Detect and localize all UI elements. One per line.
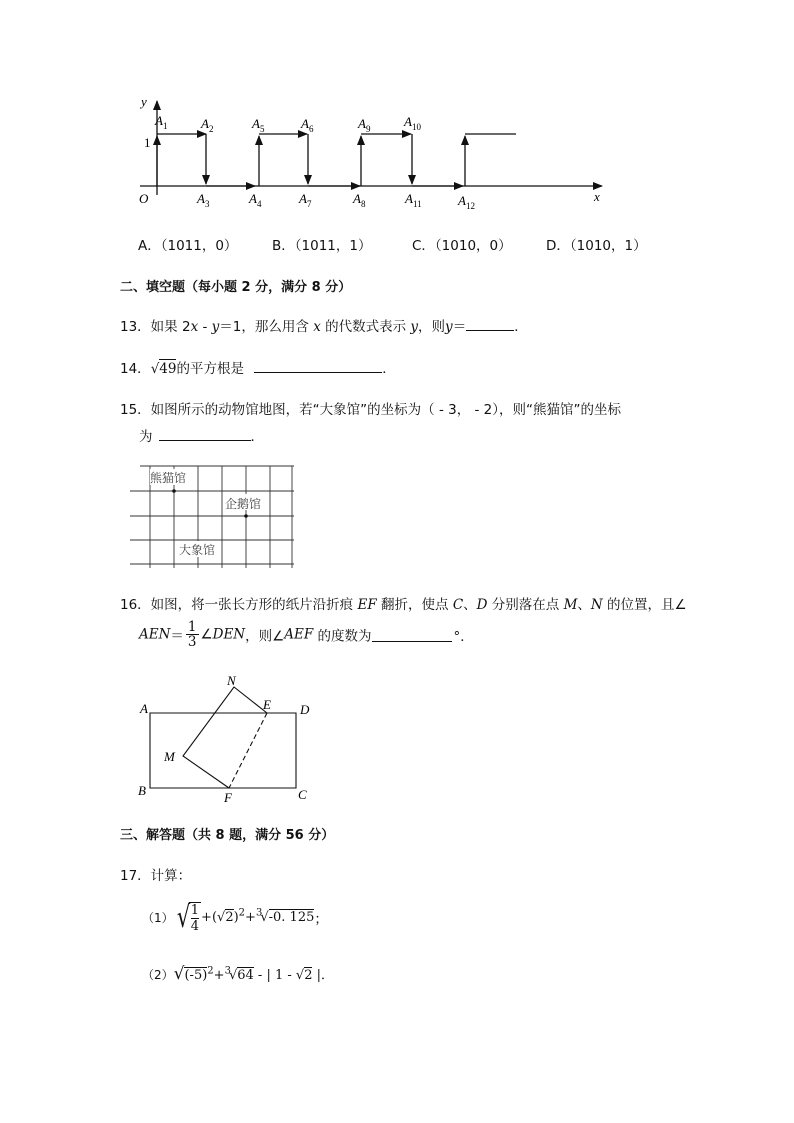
y-axis-label: y	[141, 94, 147, 109]
tick-1-label: 1	[144, 135, 151, 150]
penguin-hall-label: 企鹅馆	[225, 497, 262, 511]
question-17-part-1: （1）√ $\frac{1}{4}$ $+(√2)^2+^3√-0$. 125；	[142, 900, 328, 935]
fraction-one-third: $\frac{1}{3}$	[187, 619, 197, 650]
option-b[interactable]: B．（1011，1）	[272, 238, 372, 254]
section-3-heading: 三、解答题（共 8 题，满分 56 分）	[120, 828, 335, 843]
point-label-a9: $A_9$	[358, 116, 371, 134]
answer-blank-13[interactable]	[466, 316, 514, 331]
penguin-point	[244, 514, 248, 518]
question-15-line-1: 15．如图所示的动物馆地图，若“大象馆”的坐标为（ - 3， - 2），则“熊猫馆”的坐标	[120, 402, 621, 418]
fold-line-ef	[229, 713, 267, 788]
sqrt-symbol: √	[150, 361, 160, 377]
point-label-a11: $A_{11}$	[405, 191, 422, 209]
label-e: E	[263, 697, 271, 712]
point-label-a6: $A_6$	[301, 116, 314, 134]
point-label-a3: $A_3$	[197, 191, 210, 209]
answer-blank-14[interactable]	[254, 358, 382, 373]
label-n: N	[227, 673, 236, 688]
question-16-line-2: AEN＝ $\frac{1}{3}$ ∠DEN，则∠AEF 的度数为 °．	[139, 619, 474, 650]
point-label-a1: $A_1$	[155, 113, 168, 131]
point-label-a12: $A_{12}$	[458, 193, 475, 211]
label-a: A	[140, 701, 148, 716]
elephant-hall-label: 大象馆	[179, 543, 216, 557]
label-f: F	[224, 790, 232, 805]
origin-label: O	[139, 191, 149, 206]
point-label-a8: $A_8$	[353, 191, 366, 209]
answer-blank-15[interactable]	[159, 426, 251, 441]
sqrt-symbol: √	[176, 900, 190, 935]
question-17-part-2: $(2)√(-5)^2+^3√64$ - | 1 - √2 |．	[142, 964, 334, 984]
fold-rectangle-figure	[130, 668, 330, 808]
option-c[interactable]: C．（1010，0）	[412, 238, 512, 254]
point-label-a4: $A_4$	[249, 191, 262, 209]
zoo-map-grid	[130, 460, 300, 572]
rectangle-outline-right	[220, 713, 296, 788]
label-b: B	[138, 783, 146, 798]
option-a[interactable]: A．（1011，0）	[138, 238, 238, 254]
section-2-heading: 二、填空题（每小题 2 分，满分 8 分）	[120, 280, 352, 295]
question-13: 13．如果 2x - y＝1，那么用含 x 的代数式表示 y，则y＝ ．	[120, 315, 528, 335]
label-c: C	[298, 787, 307, 802]
panda-point	[172, 489, 176, 493]
point-label-a2: $A_2$	[201, 116, 214, 134]
option-d[interactable]: D．（1010，1）	[546, 238, 647, 254]
fraction-one-quarter: $\frac{1}{4}$	[190, 902, 200, 934]
answer-blank-16[interactable]	[372, 627, 452, 642]
point-label-a10: $A_{10}$	[404, 114, 421, 132]
point-label-a7: $A_7$	[299, 191, 312, 209]
x-axis-label: x	[594, 189, 600, 204]
label-m: M	[164, 749, 175, 764]
question-17-title: 17．计算：	[120, 868, 192, 884]
question-14: 14．√49的平方根是 ．	[120, 357, 396, 377]
question-16-line-1: 16．如图，将一张长方形的纸片沿折痕 EF 翻折，使点 C、D 分别落在点 M、N 的位置，且∠	[120, 597, 687, 613]
label-d: D	[300, 702, 310, 717]
q12-figure	[0, 0, 794, 230]
question-15-line-2: 为 ．	[139, 425, 264, 445]
panda-hall-label: 熊猫馆	[150, 471, 187, 485]
point-label-a5: $A_5$	[252, 116, 265, 134]
